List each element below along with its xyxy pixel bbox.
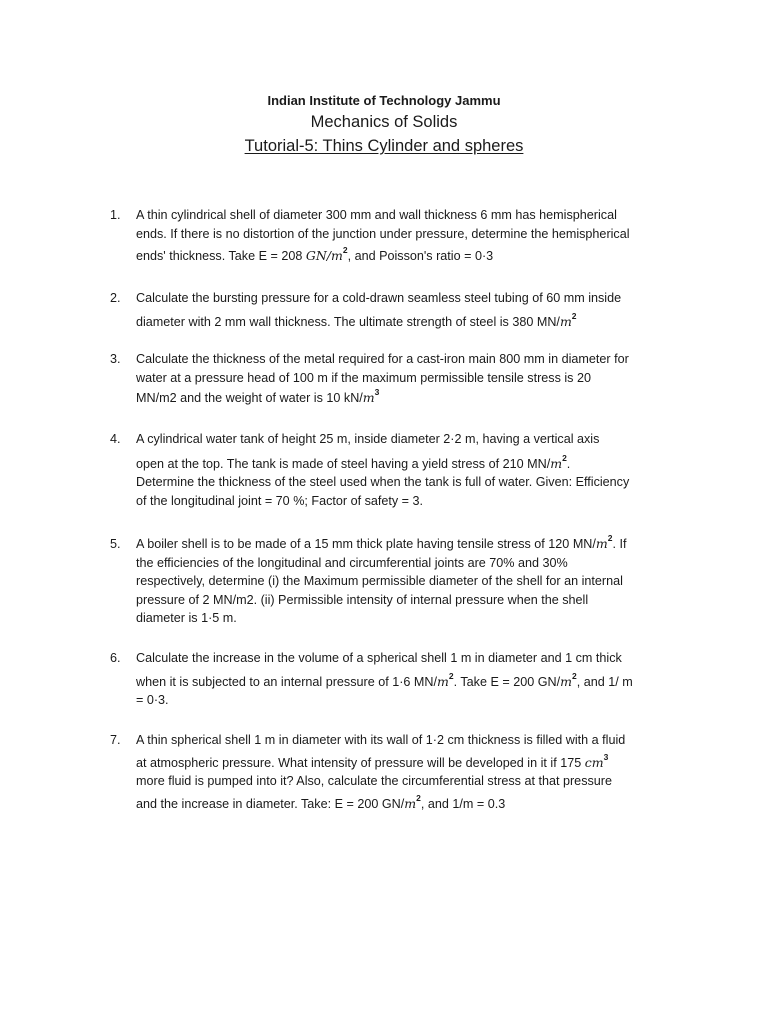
question-line: A thin cylindrical shell of diameter 300 mm and wall thickness 6 mm has hemispherical (136, 208, 617, 222)
question-6 (110, 649, 706, 710)
question-line: diameter with 2 mm wall thickness. The ultimate strength of steel is 380 $MN/m^2$ (136, 310, 577, 329)
question-line: respectively, determine (i) the Maximum permissible diameter of the shell for an internal (136, 574, 623, 588)
exponent: 2 (571, 310, 577, 321)
question-number: 2. (110, 291, 121, 305)
question-line: Determine the thickness of the steel used when the tank is full of water. Given: Efficiency (136, 475, 630, 489)
question-line: diameter is 1·5 m. (136, 611, 237, 625)
tutorial-title: Tutorial-5: Thins Cylinder and spheres (244, 137, 524, 155)
unit: m (550, 455, 563, 471)
question-line: A cylindrical water tank of height 25 m, inside diameter 2·2 m, having a vertical axis (136, 432, 600, 446)
question-2 (110, 289, 706, 331)
unit: GN/m (305, 248, 343, 263)
question-line: ends' thickness. Take E = 208 $GN/m^2$, and Poisson's ratio = 0·3 (136, 245, 494, 263)
question-line: ends. If there is no distortion of the junction under pressure, determine the hemispherical (136, 226, 630, 241)
question-number: 6. (110, 651, 121, 665)
question-4 (110, 430, 706, 510)
question-line: Calculate the bursting pressure for a cold-drawn seamless steel tubing of 60 mm inside (136, 291, 622, 305)
unit: m (437, 673, 449, 689)
question-line: at atmospheric pressure. What intensity of pressure will be developed in it if 175 $cm^3$ (136, 751, 609, 770)
question-3 (110, 350, 706, 408)
question-line: Calculate the increase in the volume of a spherical shell 1 m in diameter and 1 cm thick (136, 651, 622, 665)
question-line: open at the top. The tank is made of steel having a yield stress of 210 $MN/m^2$. (136, 452, 571, 471)
exponent: 2 (572, 670, 577, 681)
exponent: 3 (374, 387, 380, 397)
exponent: 2 (607, 533, 613, 543)
unit: m (404, 795, 417, 811)
question-line: A boiler shell is to be made of a 15 mm thick plate having tensile stress of 120 $MN/m^2$. If (136, 533, 627, 551)
question-number: 1. (110, 208, 121, 222)
course-title: Mechanics of Solids (310, 113, 458, 131)
question-7 (110, 731, 706, 813)
unit: m (559, 313, 572, 329)
unit: cm (584, 754, 604, 770)
question-line: pressure of 2 MN/m2. (ii) Permissible intensity of internal pressure when the shell (136, 592, 589, 607)
question-line: of the longitudinal joint = 70 %; Factor of safety = 3. (136, 493, 424, 508)
exponent: 2 (342, 245, 348, 255)
question-line: A thin spherical shell 1 m in diameter with its wall of 1·2 cm thickness is filled with a fluid (136, 733, 626, 747)
institute-title: Indian Institute of Technology Jammu (267, 93, 501, 108)
question-line: when it is subjected to an internal pressure of 1·6 $MN/m^2$. Take E = 200 $GN/m^2$, and 1/ m (136, 670, 633, 689)
question-number: 4. (110, 432, 121, 446)
unit: m (595, 536, 608, 551)
question-5 (110, 535, 706, 628)
unit: m (362, 390, 375, 405)
unit: m (560, 673, 572, 689)
exponent: 2 (562, 452, 567, 463)
question-line: more fluid is pumped into it? Also, calculate the circumferential stress at that pressure (136, 774, 612, 788)
question-number: 5. (110, 537, 121, 551)
exponent: 2 (416, 792, 421, 803)
exponent: 2 (448, 670, 454, 681)
question-line: = 0·3. (136, 693, 169, 707)
question-number: 7. (110, 733, 121, 747)
question-number: 3. (110, 352, 121, 366)
question-line: and the increase in diameter. Take: E = 200 $GN/m^2$, and 1/m = 0.3 (136, 792, 506, 811)
question-line: Calculate the thickness of the metal required for a cast-iron main 800 mm in diameter for (136, 352, 629, 366)
question-1 (110, 206, 706, 266)
exponent: 3 (603, 751, 609, 762)
question-line: water at a pressure head of 100 m if the maximum permissible tensile stress is 20 (136, 370, 591, 385)
question-line: the efficiencies of the longitudinal and circumferential joints are 70% and 30% (136, 555, 568, 570)
question-line: MN/m2 and the weight of water is 10 $kN/m^3$ (136, 387, 380, 405)
